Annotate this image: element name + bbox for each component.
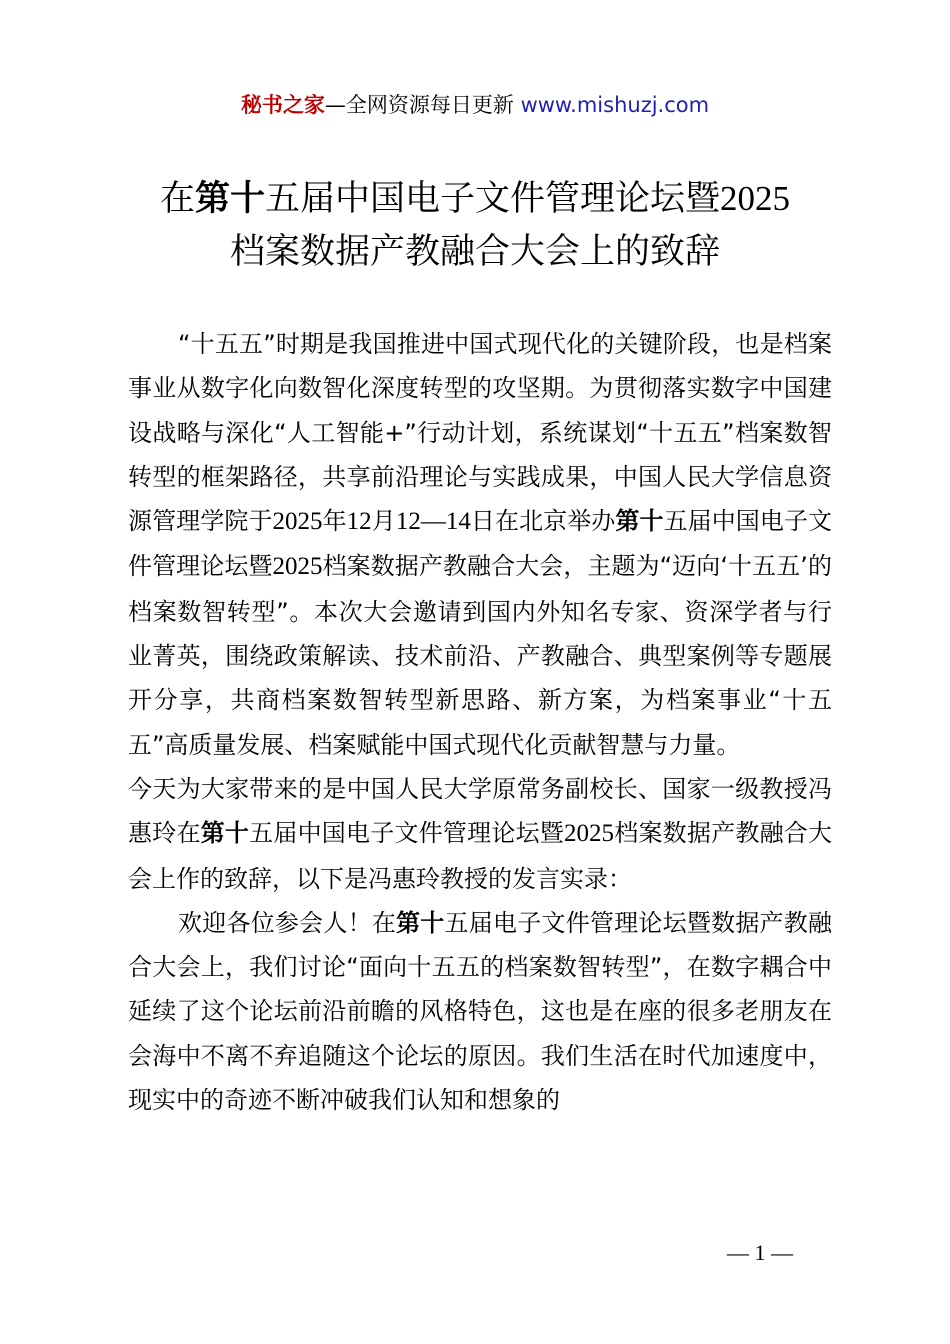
title-text: 五届中国电子文件管理论坛暨 [265,179,721,219]
header-tagline: —全网资源每日更新 [324,93,521,117]
title-year: 2025 [720,179,791,218]
year-number: 2025 [564,820,615,848]
month-number: 12 [346,508,372,536]
page-number: — 1 — [727,1240,793,1265]
paragraph-speaker-intro [128,767,832,901]
paragraph-text: 欢迎各位参会人！在 [178,908,397,937]
paragraph-text: 年 [322,507,347,536]
document-title [0,172,950,279]
paragraph-text: 日在北京举办 [470,507,616,536]
paragraph-text: 今天为大家带来的是中国人民大学原常务副校长、国家一级教授冯惠玲在 [128,774,832,848]
paragraph-text: 五届中国电子文件管理论坛暨 [249,819,565,848]
year-number: 2025 [272,553,323,581]
bold-text: 第十 [200,819,250,848]
day-range: 12—14 [395,508,471,536]
title-line-2: 档案数据产教融合大会上的致辞 [229,232,720,272]
title-line-1 [0,172,950,226]
site-header [0,90,950,120]
paragraph-text: 月 [371,507,396,536]
paragraph-text: 五届中国电子文件管理论坛暨 [128,507,833,581]
bold-text: 第十 [615,507,664,536]
title-bold-text: 第十 [194,179,265,219]
paragraph-text: 档案数据产教融合大会，主题为“迈向‘十五五’的档案数智转型”。本次大会邀请到国内外知名专家、资深学者与行业菁英，围绕政策解读、技术前沿、产教融合、典型案例等专题展开分享，共商档案数智转型新思路、新方案，为档案事业“十五五”高质量发展、档案赋能中国式现代化贡献智慧与力量。 [128,552,832,759]
paragraph-text: 五届电子文件管理论坛暨数据产教融合大会上，我们讨论“面向十五五的档案数智转型”，在数字耦合中延续了这个论坛前沿前瞻的风格特色，这也是在座的很多老朋友在会海中不离不弃追随这个论坛的原因。我们生活在时代加速度中，现实中的奇迹不断冲破我们认知和想象的 [128,908,833,1115]
paragraph-speech [128,901,832,1122]
document-body [128,322,832,1122]
paragraph-intro [128,322,832,767]
bold-text: 第十 [396,908,445,937]
brand-name: 秘书之家 [240,93,325,117]
paragraph-text: “十五五”时期是我国推进中国式现代化的关键阶段，也是档案事业从数字化向数智化深度转型的攻坚期。为贯彻落实数字中国建设战略与深化“人工智能+”行动计划，系统谋划“十五五”档案数智转型的框架路径，共享前沿理论与实践成果，中国人民大学信息资源管理学院于 [128,330,832,536]
site-url-link[interactable]: www.mishuzj.com [520,93,710,117]
year-number: 2025 [272,508,323,536]
paragraph-text: 档案数据产教融合大会上作的致辞，以下是冯惠玲教授的发言实录： [128,819,833,893]
title-text: 在 [159,179,195,219]
